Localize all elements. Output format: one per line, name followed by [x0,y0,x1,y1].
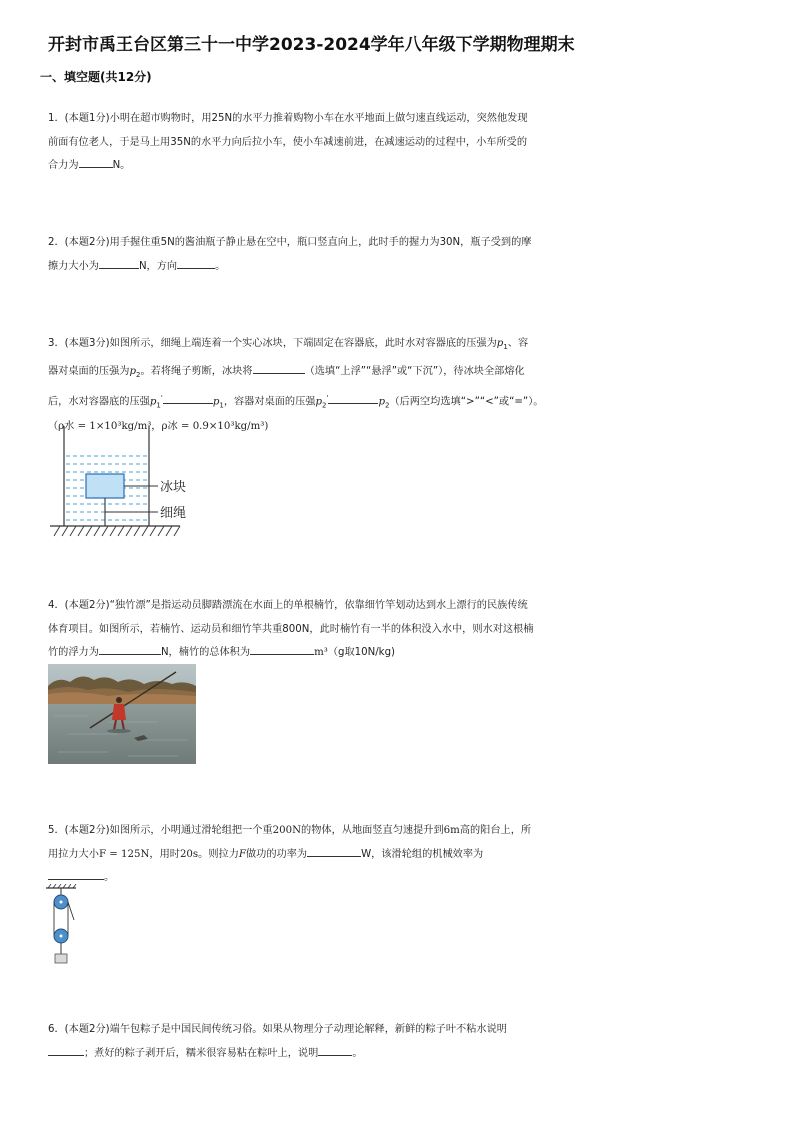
question-5-line-1: 5．(本题2分)如图所示，小明通过滑轮组把一个重200N的物体，从地面竖直匀速提升到6m高的阳台上，所 [48,825,532,836]
question-5-line-3: 。 [48,866,578,890]
question-4-line-1: 4．(本题2分)“独竹漂”是指运动员脚踏漂流在水面上的单根楠竹，依靠细竹竿划动达到水上漂行的民族传统 [48,600,528,611]
label-ice: 冰块 [160,480,187,495]
answer-blank[interactable] [253,362,305,374]
answer-blank[interactable] [177,257,215,269]
answer-blank[interactable] [99,643,161,655]
question-4-line-2: 体育项目。如图所示，若楠竹、运动员和细竹竿共重800N，此时楠竹有一半的体积没入水中，则水对这根楠 [48,623,534,635]
answer-blank[interactable] [163,392,213,404]
question-5 [48,819,578,890]
question-6 [48,1018,578,1065]
question-5-line-2: 用拉力大小F = 125N，用时20s。则拉力F做功的功率为 W，该滑轮组的机械效率为 [48,843,578,867]
answer-blank[interactable] [328,392,378,404]
question-4-line-3: 竹的浮力为 N，楠竹的总体积为 m³（g取10N/kg) [48,641,578,665]
question-2 [48,231,578,278]
answer-blank[interactable] [318,1044,352,1056]
question-3 [48,332,578,438]
answer-blank[interactable] [48,868,104,880]
question-3-line-1: 3．(本题3分)如图所示，细绳上端连着一个实心冰块，下端固定在容器底，此时水对容器底的压强为$p_1$、容 [48,338,529,352]
question-4 [48,594,578,665]
question-2-line-1: 2．(本题2分)用手握住重5N的酱油瓶子静止悬在空中，瓶口竖直向上，此时手的握力为30N，瓶子受到的摩 [48,237,532,248]
question-3-line-2: 器对桌面的压强为$p_2$。若将绳子剪断，冰块将 （选填“上浮”“悬浮”或“下沉”），待冰块全部熔化 [48,360,578,388]
density-note: （ρ水 = 1×10³kg/m³，ρ冰 = 0.9×10³kg/m³) [48,420,269,432]
page-title: 开封市禹王台区第三十一中学2023-2024学年八年级下学期物理期末 [48,35,575,55]
answer-blank[interactable] [307,845,361,857]
question-6-line-2: ；煮好的粽子剥开后，糯米很容易粘在粽叶上，说明 。 [48,1042,578,1066]
answer-blank[interactable] [250,643,314,655]
answer-blank[interactable] [99,257,139,269]
question-6-line-1: 6．(本题2分)端午包粽子是中国民间传统习俗。如果从物理分子动理论解释，新鲜的粽子叶不粘水说明 [48,1024,507,1035]
question-1-line-3: 合力为 N。 [48,154,578,178]
pulley-diagram [44,884,84,966]
section-heading: 一、填空题(共12分) [40,70,152,84]
question-3-line-3: 后，水对容器底的压强$p_1'$ $p_1$，容器对桌面的压强$p_2'$ $p_2$（后两空均选填“>”“<”或“=”）。 [48,394,544,410]
label-rope: 细绳 [160,506,187,521]
answer-blank[interactable] [79,156,113,168]
question-1-line-2: 前面有位老人，于是马上用35N的水平力向后拉小车，使小车减速前进，在减速运动的过程中，小车所受的 [48,136,528,148]
ice-container-diagram [46,424,206,540]
question-1-line-1: 1．(本题1分)小明在超市购物时，用25N的水平力推着购物小车在水平地面上做匀速直线运动，突然他发现 [48,113,528,124]
question-1 [48,107,578,178]
answer-blank[interactable] [48,1044,84,1056]
question-2-line-2: 擦力大小为 N，方向 。 [48,255,578,279]
bamboo-rafting-photo [48,664,196,764]
